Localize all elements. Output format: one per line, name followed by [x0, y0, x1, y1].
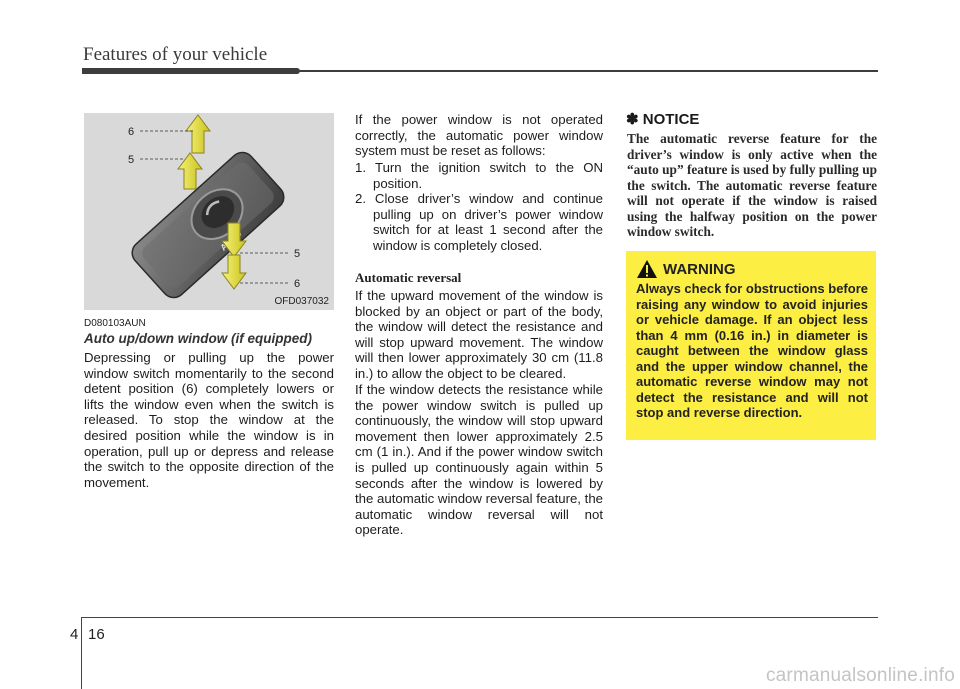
window-switch-illustration: [84, 113, 334, 310]
document-code: D080103AUN: [84, 318, 146, 329]
figure-label-6-bottom: 6: [294, 278, 301, 290]
reset-steps: [355, 160, 603, 254]
auto-reversal-paragraph-2: If the window detects the resistance while the power window switch is pulled up continuously, the window will stop upward movement then lower approximately 2.5 cm (1 in.). And if the power window switch is pulled up continuously again within 5 seconds after the window is lowered by the automatic window reversal feature, the automatic window reversal will not operate.: [355, 382, 603, 538]
page-header-title: Features of your vehicle: [83, 44, 268, 65]
header-rule: [82, 70, 878, 72]
watermark: carmanualsonline.info: [765, 665, 955, 686]
section-subheading: Auto up/down window (if equipped): [84, 331, 312, 346]
auto-reversal-paragraph-1: If the upward movement of the window is blocked by an object or part of the body, the window will detect the resistance and will stop upward movement. The window will then lower approximately 30 cm (11.8 in.) to allow the object to be cleared.: [355, 288, 603, 381]
notice-title: ✽ NOTICE: [626, 111, 700, 128]
warning-triangle-icon: [636, 259, 658, 279]
warning-title: WARNING: [663, 261, 736, 278]
warning-box: [626, 251, 876, 440]
figure-label-5-bottom: 5: [294, 248, 301, 260]
footer-rule: [82, 617, 878, 618]
page-number: 16: [88, 626, 105, 643]
notice-text: The automatic reverse feature for the driver’s window is only active when the “auto up” feature is used by fully pulling up the switch. The automatic reverse feature will not operate if the window is raised using the halfway position on the power window switch.: [627, 131, 877, 239]
window-switch-figure: [84, 113, 334, 310]
arrow-up-icon: [178, 115, 210, 189]
reset-intro: If the power window is not operated correctly, the automatic power window system must be reset as follows:: [355, 112, 603, 159]
footer-divider: [81, 617, 82, 689]
figure-label-6-top: 6: [128, 126, 135, 138]
warning-text: Always check for obstructions before raising any window to avoid injuries or vehicle damage. If an object less than 4 mm (0.16 in.) in diameter is caught between the window glass and the upper window channel, the automatic reverse window may not detect the resistance and will not stop and reverse direction.: [636, 281, 868, 420]
figure-label-5-top: 5: [128, 154, 135, 166]
reset-step-1: 1. Turn the ignition switch to the ON position.: [355, 160, 603, 191]
auto-reversal-heading: Automatic reversal: [355, 270, 462, 285]
figure-code: OFD037032: [274, 296, 329, 307]
page-chapter-number: 4: [70, 626, 79, 643]
section-body: Depressing or pulling up the power window switch momentarily to the second detent position (6) completely lowers or lifts the window even when the switch is released. To stop the window at the desired position while the window is in operation, pull up or depress and release the switch to the opposite direction of the movement.: [84, 350, 334, 490]
reset-step-2: 2. Close driver’s window and continue pulling up on driver’s power window switch for at least 1 second after the window is completely closed.: [355, 191, 603, 253]
